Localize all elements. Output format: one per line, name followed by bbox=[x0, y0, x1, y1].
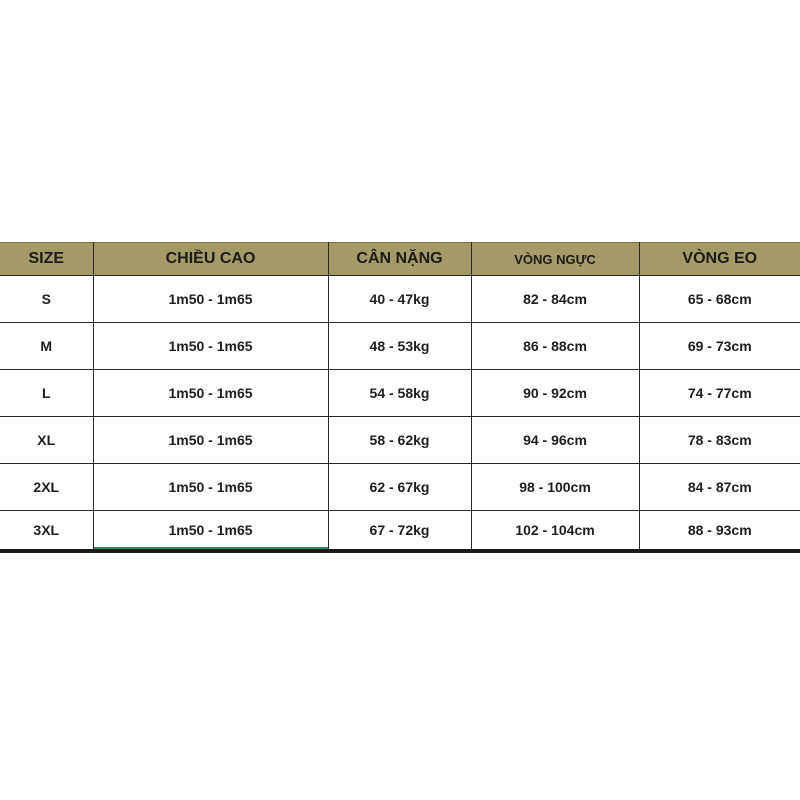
size-cell: L bbox=[0, 370, 93, 417]
header-row bbox=[0, 243, 800, 276]
height-cell: 1m50 - 1m65 bbox=[93, 417, 328, 464]
weight-cell: 40 - 47kg bbox=[328, 276, 471, 323]
table-row bbox=[0, 511, 800, 551]
size-cell: S bbox=[0, 276, 93, 323]
waist-cell: 78 - 83cm bbox=[639, 417, 800, 464]
height-cell: 1m50 - 1m65 bbox=[93, 370, 328, 417]
size-cell: M bbox=[0, 323, 93, 370]
height-cell: 1m50 - 1m65 bbox=[93, 511, 328, 551]
size-chart-table bbox=[0, 242, 800, 553]
table-row bbox=[0, 417, 800, 464]
weight-cell: 54 - 58kg bbox=[328, 370, 471, 417]
weight-cell: 67 - 72kg bbox=[328, 511, 471, 551]
weight-cell: 58 - 62kg bbox=[328, 417, 471, 464]
waist-cell: 88 - 93cm bbox=[687, 521, 752, 538]
header-chest: VÒNG NGỰC bbox=[471, 243, 639, 276]
size-chart-header bbox=[0, 243, 800, 276]
weight-cell: 48 - 53kg bbox=[328, 323, 471, 370]
weight-cell: 62 - 67kg bbox=[328, 464, 471, 511]
height-cell: 1m50 - 1m65 bbox=[93, 464, 328, 511]
chest-cell: 98 - 100cm bbox=[471, 464, 639, 511]
chest-cell: 90 - 92cm bbox=[471, 370, 639, 417]
height-cell: 1m50 - 1m65 bbox=[93, 276, 328, 323]
size-chart-body bbox=[0, 276, 800, 551]
waist-cell: 74 - 77cm bbox=[639, 370, 800, 417]
chest-cell: 86 - 88cm bbox=[471, 323, 639, 370]
size-cell: 3XL bbox=[0, 511, 93, 551]
header-size: SIZE bbox=[0, 243, 93, 276]
waist-cell: 84 - 87cm bbox=[639, 464, 800, 511]
waist-cell: 65 - 68cm bbox=[639, 276, 800, 323]
table-row bbox=[0, 464, 800, 511]
chest-cell: 102 - 104cm bbox=[471, 511, 639, 551]
chest-cell: 94 - 96cm bbox=[471, 417, 639, 464]
chest-cell: 82 - 84cm bbox=[471, 276, 639, 323]
waist-cell: 69 - 73cm bbox=[639, 323, 800, 370]
table-row bbox=[0, 323, 800, 370]
height-cell: 1m50 - 1m65 bbox=[93, 323, 328, 370]
header-height: CHIỀU CAO bbox=[93, 243, 328, 276]
table-row bbox=[0, 276, 800, 323]
size-cell: XL bbox=[0, 417, 93, 464]
table-row bbox=[0, 370, 800, 417]
header-weight: CÂN NẶNG bbox=[328, 243, 471, 276]
header-waist: VÒNG EO bbox=[639, 243, 800, 276]
size-cell: 2XL bbox=[0, 464, 93, 511]
